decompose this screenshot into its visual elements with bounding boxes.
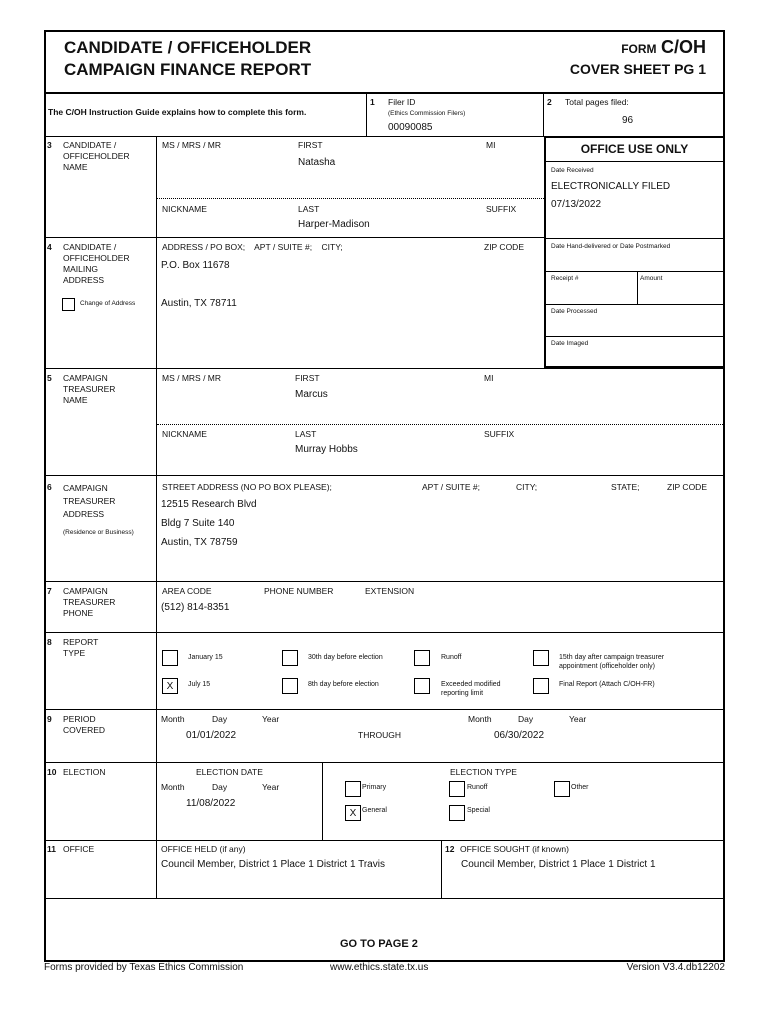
election-primary-label: Primary: [362, 784, 387, 791]
sec7-label-l1: CAMPAIGN: [63, 586, 108, 596]
report-runoff-checkbox[interactable]: [414, 650, 430, 666]
election-special-label: Special: [467, 807, 490, 814]
treasurer-phone: (512) 814-8351: [161, 602, 230, 613]
election-runoff-label: Runoff: [467, 784, 488, 791]
sec5-suffix-label: SUFFIX: [484, 429, 515, 439]
report-exceeded-checkbox[interactable]: [414, 678, 430, 694]
report-jan15-checkbox[interactable]: [162, 650, 178, 666]
amount-label: Amount: [640, 275, 663, 282]
candidate-address-line1: P.O. Box 11678: [161, 260, 230, 271]
sec9-to-year-label: Year: [569, 714, 587, 724]
sec3-mi-label: MI: [486, 140, 496, 150]
sec5-nickname-label: NICKNAME: [162, 429, 207, 439]
header-divider: [44, 92, 725, 94]
sec6-state-label: STATE;: [611, 482, 640, 492]
sec10-day-label: Day: [212, 782, 228, 792]
sec5-mi-label: MI: [484, 373, 494, 383]
office-held-label: OFFICE HELD (if any): [161, 844, 246, 854]
sec8-label-l2: TYPE: [63, 648, 86, 658]
form-title-line2: CAMPAIGN FINANCE REPORT: [64, 60, 312, 79]
office-sought-label: OFFICE SOUGHT (if known): [460, 844, 569, 854]
date-processed-label: Date Processed: [551, 308, 598, 315]
sec6-label-l3: ADDRESS: [63, 509, 105, 519]
instruction-guide-text: The C/OH Instruction Guide explains how to complete this form.: [48, 107, 307, 117]
sec5-label-l1: CAMPAIGN: [63, 373, 108, 383]
sec7-label: [63, 586, 115, 619]
total-pages-value: 96: [622, 115, 634, 126]
treasurer-last-name: Murray Hobbs: [295, 444, 358, 455]
date-imaged-label: Date Imaged: [551, 340, 589, 347]
sec6-label: [63, 482, 115, 521]
sec10-year-label: Year: [262, 782, 280, 792]
sec5-last-label: LAST: [295, 429, 317, 439]
report-15th-day-label-l2: appointment (officeholder only): [559, 663, 655, 670]
treasurer-first-name: Marcus: [295, 389, 328, 400]
report-15th-day-label: [559, 653, 664, 671]
election-runoff-checkbox[interactable]: [449, 781, 465, 797]
report-30day-label: 30th day before election: [308, 654, 383, 661]
report-8day-label: 8th day before election: [308, 681, 379, 688]
sec6-city-label: CITY;: [516, 482, 538, 492]
sec4-address-label: ADDRESS / PO BOX; APT / SUITE #; CITY;: [162, 242, 343, 252]
date-received-label: Date Received: [551, 167, 594, 174]
go-to-page-2: GO TO PAGE 2: [340, 938, 418, 950]
office-held-value: Council Member, District 1 Place 1 District 1 Travis: [161, 859, 385, 870]
sec4-label: [63, 242, 130, 286]
sec10-type-label: ELECTION TYPE: [450, 767, 517, 777]
sec8-label: [63, 637, 98, 659]
report-exceeded-label: [441, 680, 501, 698]
election-general-checkbox[interactable]: X: [345, 805, 361, 821]
sec12-number: 12: [445, 844, 455, 854]
election-special-checkbox[interactable]: [449, 805, 465, 821]
sec4-number: 4: [47, 242, 52, 252]
sec7-number: 7: [47, 586, 52, 596]
sec6-label-l2: TREASURER: [63, 496, 116, 506]
sec10-month-label: Month: [161, 782, 185, 792]
sec9-through-label: THROUGH: [358, 730, 401, 740]
sec9-to-day-label: Day: [518, 714, 534, 724]
report-exceeded-label-l2: reporting limit: [441, 690, 484, 697]
election-date: 11/08/2022: [186, 798, 236, 809]
sec6-street-label: STREET ADDRESS (NO PO BOX PLEASE);: [162, 482, 332, 492]
report-jul15-label: July 15: [188, 681, 211, 688]
receipt-label: Receipt #: [551, 275, 579, 282]
sec4-label-l1: CANDIDATE /: [63, 242, 117, 252]
sec4-zip-label: ZIP CODE: [484, 242, 524, 252]
sec6-label-l1: CAMPAIGN: [63, 483, 108, 493]
change-of-address-label: Change of Address: [80, 300, 136, 307]
sec6-number: 6: [47, 482, 52, 492]
report-final-label: Final Report (Attach C/OH-FR): [559, 681, 655, 688]
sec3-title-label: MS / MRS / MR: [162, 140, 222, 150]
sec10-date-label: ELECTION DATE: [196, 767, 263, 777]
footer-provided-by: Forms provided by Texas Ethics Commission: [44, 962, 244, 973]
sec3-last-label: LAST: [298, 204, 320, 214]
report-30day-checkbox[interactable]: [282, 650, 298, 666]
filed-date: 07/13/2022: [551, 199, 602, 210]
sec6-zip-label: ZIP CODE: [667, 482, 707, 492]
report-jul15-checkbox[interactable]: X: [162, 678, 178, 694]
election-primary-checkbox[interactable]: [345, 781, 361, 797]
form-word: FORM: [621, 42, 657, 56]
sec3-label-l1: CANDIDATE /: [63, 140, 117, 150]
sec7-area-label: AREA CODE: [162, 586, 212, 596]
treasurer-address-line2: Bldg 7 Suite 140: [161, 518, 235, 529]
sec6-label-sub: (Residence or Business): [63, 529, 134, 536]
sec5-number: 5: [47, 373, 52, 383]
filer-id-label: Filer ID: [388, 97, 416, 107]
sec11-label: OFFICE: [63, 844, 95, 854]
filer-id-sub: (Ethics Commission Filers): [388, 110, 466, 117]
filer-id-number: 1: [370, 97, 375, 107]
office-use-title: OFFICE USE ONLY: [580, 142, 689, 156]
sec3-label: [63, 140, 130, 173]
sec9-from-month-label: Month: [161, 714, 185, 724]
report-exceeded-label-l1: Exceeded modified: [441, 681, 501, 688]
sec9-to-month-label: Month: [468, 714, 492, 724]
candidate-first-name: Natasha: [298, 157, 336, 168]
report-15th-day-checkbox[interactable]: [533, 650, 549, 666]
election-other-label: Other: [571, 784, 589, 791]
sec5-label-l3: NAME: [63, 395, 88, 405]
period-from-date: 01/01/2022: [186, 730, 237, 741]
sec5-label: [63, 373, 115, 406]
sec4-label-l2: OFFICEHOLDER: [63, 253, 130, 263]
report-15th-day-label-l1: 15th day after campaign treasurer: [559, 654, 665, 661]
form-code: [621, 37, 706, 58]
sec6-apt-label: APT / SUITE #;: [422, 482, 480, 492]
form-title-line1: CANDIDATE / OFFICEHOLDER: [64, 38, 312, 57]
total-pages-label: Total pages filed:: [565, 97, 629, 107]
sec8-label-l1: REPORT: [63, 637, 99, 647]
election-other-checkbox[interactable]: [554, 781, 570, 797]
sec3-suffix-label: SUFFIX: [486, 204, 517, 214]
report-jan15-label: January 15: [188, 654, 223, 661]
sec9-number: 9: [47, 714, 52, 724]
sec3-nickname-label: NICKNAME: [162, 204, 207, 214]
period-to-date: 06/30/2022: [494, 730, 545, 741]
sec7-ext-label: EXTENSION: [365, 586, 415, 596]
sec9-from-year-label: Year: [262, 714, 280, 724]
sec9-label: [63, 714, 105, 736]
sec8-number: 8: [47, 637, 52, 647]
sec3-first-label: FIRST: [298, 140, 323, 150]
cover-sheet-label: COVER SHEET PG 1: [569, 61, 706, 77]
sec4-label-l3: MAILING: [63, 264, 98, 274]
form-code-value: C/OH: [661, 37, 706, 57]
total-pages-number: 2: [547, 97, 552, 107]
report-runoff-label: Runoff: [441, 654, 462, 661]
sec3-number: 3: [47, 140, 52, 150]
sec11-number: 11: [47, 844, 56, 854]
candidate-address-line2: Austin, TX 78711: [161, 298, 237, 309]
sec5-title-label: MS / MRS / MR: [162, 373, 222, 383]
sec4-label-l4: ADDRESS: [63, 275, 105, 285]
hand-delivered-label: Date Hand-delivered or Date Postmarked: [551, 243, 671, 250]
election-general-label: General: [362, 807, 387, 814]
treasurer-address-line1: 12515 Research Blvd: [161, 499, 257, 510]
sec9-label-l2: COVERED: [63, 725, 106, 735]
change-of-address-checkbox[interactable]: [62, 298, 75, 311]
candidate-last-name: Harper-Madison: [298, 219, 370, 230]
footer-url[interactable]: www.ethics.state.tx.us: [330, 962, 429, 973]
report-final-checkbox[interactable]: [533, 678, 549, 694]
filer-id-value: 00090085: [388, 122, 433, 133]
sec7-label-l2: TREASURER: [63, 597, 116, 607]
footer-version: Version V3.4.db12202: [626, 962, 725, 973]
sec10-label: ELECTION: [63, 767, 106, 777]
sec3-label-l2: OFFICEHOLDER: [63, 151, 130, 161]
sec10-number: 10: [47, 767, 57, 777]
sec9-label-l1: PERIOD: [63, 714, 96, 724]
sec5-label-l2: TREASURER: [63, 384, 116, 394]
office-sought-value: Council Member, District 1 Place 1 District 1: [461, 859, 656, 870]
sec9-from-day-label: Day: [212, 714, 228, 724]
sec7-label-l3: PHONE: [63, 608, 94, 618]
sec7-phone-label: PHONE NUMBER: [264, 586, 334, 596]
sec3-label-l3: NAME: [63, 162, 88, 172]
report-8day-checkbox[interactable]: [282, 678, 298, 694]
sec5-first-label: FIRST: [295, 373, 320, 383]
filed-status: ELECTRONICALLY FILED: [551, 181, 671, 192]
treasurer-address-line3: Austin, TX 78759: [161, 537, 238, 548]
